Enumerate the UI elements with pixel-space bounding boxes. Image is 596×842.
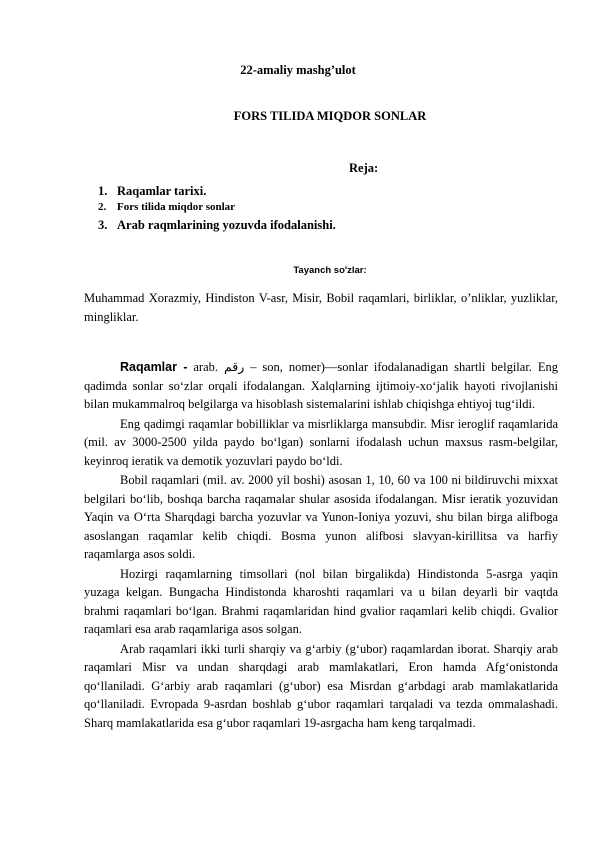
paragraph-text: arab. رقم – son, nomer)—sonlar ifodalanadigan shartli belgilar. Eng qadimda sonlar so‘zlar orqali ifodalangan. Xalqlarning ijtimoiy-xo‘jalik hayoti rivojlanishi bilan mukammalroq belgilarga va hisoblash sistemalarini ishlab chiqishga ehtiyoj tug‘ildi. [84, 360, 558, 411]
lesson-header: 22-amaliy mashg’ulot [240, 63, 356, 77]
plan-item-number: 2. [98, 201, 107, 213]
plan-item-number: 1. [98, 184, 108, 198]
plan-item-text: Raqamlar tarixi. [117, 184, 207, 198]
keywords-text: Muhammad Xorazmiy, Hindiston V-asr, Misir, Bobil raqamlari, birliklar, o’nliklar, yuzliklar, mingliklar. [84, 291, 558, 324]
paragraph [84, 358, 558, 414]
keywords-heading: Tayanch so'zlar: [293, 265, 367, 276]
plan-item-text: Fors tilida miqdor sonlar [117, 201, 236, 213]
paragraph: Bobil raqamlari (mil. av. 2000 yil boshi) asosan 1, 10, 60 va 100 ni bildiruvchi mixxat belgilari bo‘lib, boshqa barcha raqamalar shular asosida ifodalangan. Misr ieratik yozuvidan Yaqin va O‘rta Sharqdagi barcha yozuvlar va Yunon-Ioniya yozuvi, shu bilan birga alifboga asoslangan raqamlar kelib chiqdi. Bosma yunon alifbosi slavyan-kirillitsa va harfiy raqamlarga asos soldi. [84, 473, 558, 561]
plan-item-number: 3. [98, 218, 108, 232]
topic-title: FORS TILIDA MIQDOR SONLAR [233, 109, 427, 123]
paragraph: Eng qadimgi raqamlar bobilliklar va misrliklarga mansubdir. Misr ieroglif raqamlarida (mil. av 3000-2500 yilda paydo bo‘lgan) sonlarni ifodalash uchun maxsus rasm-belgilar, keyinroq ieratik va demotik yozuvlari paydo bo‘ldi. [84, 416, 558, 468]
paragraph-lead-term: Raqamlar - [120, 360, 188, 374]
plan-item [98, 201, 336, 218]
paragraph: Hozirgi raqamlarning timsollari (nol bilan birgalikda) Hindistonda 5-asrga yaqin yuzaga kelgan. Bungacha Hindistonda kharoshti raqamlari va u bilan deyarli bir vaqtda brahmi raqamlari bo‘lgan. Brahmi raqamlaridan hind gvalior raqamlari kelib chiqdi. Gvalior raqamlari esa arab raqamlariga asos solgan. [84, 566, 558, 636]
body-text [84, 358, 558, 733]
plan-item-text: Arab raqmlarining yozuvda ifodalanishi. [117, 218, 336, 232]
plan-item [98, 184, 336, 201]
plan-list [98, 184, 336, 235]
plan-item [98, 218, 336, 235]
plan-heading: Reja: [349, 161, 379, 175]
paragraph: Arab raqamlari ikki turli sharqiy va g‘arbiy (g‘ubor) raqamlardan iborat. Sharqiy arab raqamlari Misr va undan sharqdagi arab mamlakatlari, Eron hamda Afg‘onistonda qo‘llaniladi. G‘arbiy arab raqamlari (g‘ubor) esa Misrdan g‘arbdagi arab mamlakatlarida qo‘llaniladi. Evropada 9-asrdan boshlab g‘ubor raqamlari tarqaladi va tezda ommalashadi. Sharq mamlakatlarida esa g‘ubor raqamlari 19-asrgacha ham keng tarqalmadi. [84, 641, 558, 730]
